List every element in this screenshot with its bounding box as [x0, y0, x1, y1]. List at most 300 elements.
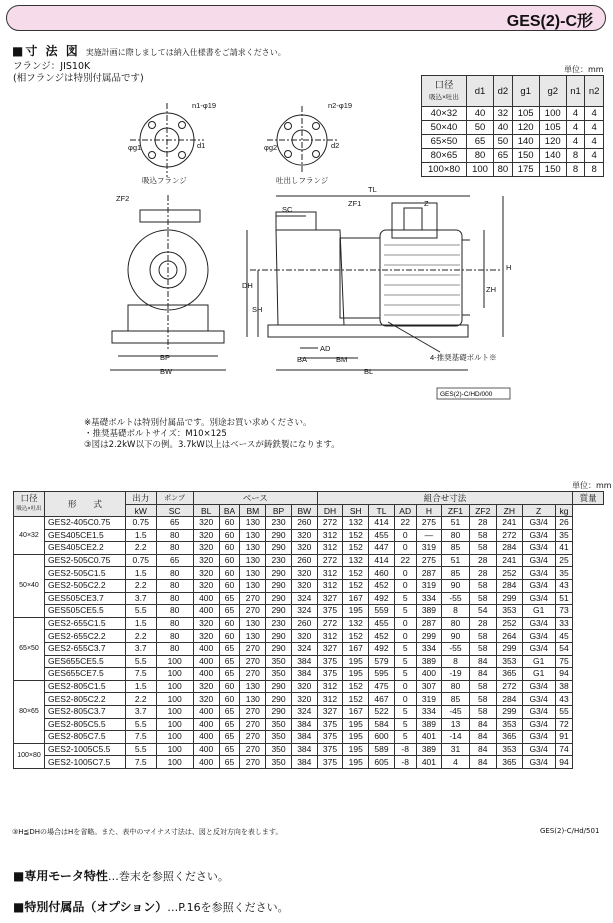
value-cell: 54	[555, 642, 573, 655]
value-cell: 84	[469, 731, 496, 744]
flange-header-size: 口径 吸込×吐出	[422, 76, 467, 107]
header-col: ZF1	[442, 505, 469, 517]
value-cell: 80	[156, 642, 193, 655]
value-cell: 94	[555, 756, 573, 769]
value-cell: 0	[394, 693, 416, 706]
value-cell: 384	[291, 731, 317, 744]
note-line: ③図は2.2kW以下の例。3.7kW以上はベースが鋳鉄製になります。	[84, 440, 340, 450]
header-col: BA	[219, 505, 240, 517]
value-cell: 320	[291, 693, 317, 706]
flange-cell: 105	[539, 121, 566, 135]
header-col: BP	[266, 505, 292, 517]
value-cell: 290	[266, 680, 292, 693]
value-cell: 275	[416, 517, 442, 530]
side-view-casing	[276, 230, 344, 325]
value-cell: 5	[394, 642, 416, 655]
header-col: AD	[394, 505, 416, 517]
table-row	[14, 693, 604, 706]
value-cell: 270	[240, 655, 266, 668]
flange-header: n1	[566, 76, 585, 107]
value-cell: 55	[555, 705, 573, 718]
model-cell: GES655CE5.5	[45, 655, 126, 668]
value-cell: 350	[266, 743, 292, 756]
value-cell: 299	[496, 592, 522, 605]
label-z: Z	[424, 199, 429, 208]
value-cell: 595	[369, 668, 395, 681]
value-cell: G3/4	[522, 592, 555, 605]
value-cell: 132	[343, 517, 369, 530]
table-row	[14, 605, 604, 618]
motor-body	[380, 230, 462, 326]
value-cell: 132	[343, 554, 369, 567]
model-cell: GES2-805C3.7	[45, 705, 126, 718]
value-cell: 320	[193, 529, 219, 542]
value-cell: 0	[394, 529, 416, 542]
value-cell: 320	[291, 579, 317, 592]
value-cell: 43	[555, 579, 573, 592]
value-cell: 401	[416, 756, 442, 769]
model-cell: GES405CE2.2	[45, 542, 126, 555]
value-cell: 65	[219, 668, 240, 681]
value-cell: G3/4	[522, 517, 555, 530]
value-cell: 60	[219, 617, 240, 630]
label-bl: BL	[364, 367, 374, 376]
value-cell: 100	[156, 756, 193, 769]
value-cell: 65	[219, 605, 240, 618]
value-cell: 60	[219, 680, 240, 693]
value-cell: 35	[555, 567, 573, 580]
value-cell: 58	[469, 542, 496, 555]
value-cell: 65	[219, 655, 240, 668]
value-cell: 353	[496, 655, 522, 668]
label-ad: AD	[320, 344, 331, 353]
model-cell: GES2-405C0.75	[45, 517, 126, 530]
value-cell: 272	[496, 529, 522, 542]
value-cell: 230	[266, 554, 292, 567]
value-cell: 195	[343, 605, 369, 618]
value-cell: 270	[240, 605, 266, 618]
motor-characteristics: ■専用モータ特性…巻末を参照ください。	[13, 869, 229, 883]
table-row	[14, 517, 604, 530]
value-cell: 492	[369, 592, 395, 605]
value-cell: 400	[193, 655, 219, 668]
value-cell: 2.2	[126, 542, 157, 555]
value-cell: 91	[555, 731, 573, 744]
table-row	[14, 579, 604, 592]
value-cell: 353	[496, 605, 522, 618]
flange-header: d2	[494, 76, 513, 107]
model-cell: GES655CE7.5	[45, 668, 126, 681]
value-cell: G3/4	[522, 630, 555, 643]
value-cell: 65	[219, 731, 240, 744]
value-cell: 270	[240, 718, 266, 731]
value-cell: 0.75	[126, 517, 157, 530]
group-size-cell: 40×32	[14, 517, 45, 555]
value-cell: 584	[369, 718, 395, 731]
label-bolt: 4-推奨基礎ボルト※	[430, 353, 497, 362]
value-cell: 467	[369, 693, 395, 706]
flange-cell: 40	[494, 121, 513, 135]
value-cell: 334	[416, 705, 442, 718]
header-col: ZF2	[469, 505, 496, 517]
value-cell: 389	[416, 655, 442, 668]
value-cell: 320	[193, 630, 219, 643]
value-cell: 152	[343, 567, 369, 580]
value-cell: 5.5	[126, 605, 157, 618]
value-cell: 384	[291, 668, 317, 681]
value-cell: 58	[469, 579, 496, 592]
header-pump: ポンプ	[156, 492, 193, 505]
value-cell: G3/4	[522, 743, 555, 756]
value-cell: 241	[496, 517, 522, 530]
value-cell: 312	[317, 693, 343, 706]
value-cell: 130	[240, 529, 266, 542]
value-cell: 475	[369, 680, 395, 693]
flange-cell: 4	[566, 121, 585, 135]
title-banner	[6, 5, 606, 31]
value-cell: 284	[496, 579, 522, 592]
label-zf2: ZF2	[116, 194, 130, 203]
value-cell: 75	[555, 655, 573, 668]
value-cell: 5	[394, 718, 416, 731]
flange-cell: 8	[566, 149, 585, 163]
table-footnote: ③H≦DHの場合はHを省略。また、表中のマイナス寸法は、図と反対方向を表します。	[12, 828, 283, 836]
value-cell: G3/4	[522, 617, 555, 630]
flange-cell: 120	[539, 135, 566, 149]
value-cell: 290	[266, 605, 292, 618]
value-cell: 353	[496, 743, 522, 756]
value-cell: -55	[442, 592, 469, 605]
value-cell: 320	[291, 630, 317, 643]
table-row	[14, 617, 604, 630]
header-col: kW	[126, 505, 157, 517]
end-view-discharge	[140, 210, 200, 222]
header-base: ベース	[193, 492, 317, 505]
value-cell: G3/4	[522, 756, 555, 769]
value-cell: 579	[369, 655, 395, 668]
value-cell: 167	[343, 705, 369, 718]
model-cell: GES2-805C5.5	[45, 718, 126, 731]
value-cell: 320	[193, 517, 219, 530]
value-cell: 400	[193, 642, 219, 655]
value-cell: 290	[266, 579, 292, 592]
flange-cell: 50	[467, 121, 494, 135]
value-cell: 400	[193, 705, 219, 718]
label-bm: BM	[336, 355, 348, 364]
value-cell: 389	[416, 718, 442, 731]
value-cell: 35	[555, 529, 573, 542]
flange-header: g1	[512, 76, 539, 107]
value-cell: 54	[469, 605, 496, 618]
value-cell: 350	[266, 718, 292, 731]
flange-size-cell: 100×80	[422, 163, 467, 177]
value-cell: 167	[343, 592, 369, 605]
value-cell: 7.5	[126, 668, 157, 681]
value-cell: 22	[394, 554, 416, 567]
header-mass: 質量	[573, 492, 604, 505]
value-cell: -14	[442, 731, 469, 744]
model-cell: GES2-505C0.75	[45, 554, 126, 567]
value-cell: 270	[240, 668, 266, 681]
value-cell: 284	[496, 542, 522, 555]
value-cell: 319	[416, 579, 442, 592]
value-cell: G1	[522, 605, 555, 618]
value-cell: 195	[343, 743, 369, 756]
label-dh: DH	[242, 281, 253, 290]
value-cell: G3/4	[522, 705, 555, 718]
value-cell: 60	[219, 554, 240, 567]
value-cell: 51	[442, 517, 469, 530]
value-cell: 5	[394, 655, 416, 668]
value-cell: 260	[291, 554, 317, 567]
model-cell: GES2-805C1.5	[45, 680, 126, 693]
value-cell: 320	[193, 579, 219, 592]
value-cell: 130	[240, 554, 266, 567]
header-col: BM	[240, 505, 266, 517]
value-cell: 290	[266, 630, 292, 643]
value-cell: 84	[469, 756, 496, 769]
value-cell: 28	[469, 517, 496, 530]
value-cell: 80	[156, 617, 193, 630]
value-cell: 84	[469, 718, 496, 731]
label-discharge-flange: 吐出しフランジ	[276, 176, 329, 185]
drawing-notes	[84, 418, 340, 451]
drawing-code: GES(2)-C/HD/000	[440, 391, 493, 398]
value-cell: G3/4	[522, 579, 555, 592]
value-cell: 100	[156, 680, 193, 693]
value-cell: 375	[317, 605, 343, 618]
value-cell: 195	[343, 655, 369, 668]
value-cell: 85	[442, 693, 469, 706]
value-cell: 324	[291, 605, 317, 618]
flange-cell: 80	[467, 149, 494, 163]
value-cell: 25	[555, 554, 573, 567]
flange-cell: 4	[585, 135, 604, 149]
value-cell: 60	[219, 579, 240, 592]
value-cell: 270	[240, 756, 266, 769]
value-cell: 0	[394, 680, 416, 693]
value-cell: 51	[442, 554, 469, 567]
table-row	[14, 542, 604, 555]
value-cell: 365	[496, 731, 522, 744]
table-row	[14, 705, 604, 718]
value-cell: 414	[369, 554, 395, 567]
value-cell: 400	[193, 731, 219, 744]
value-cell: G3/4	[522, 731, 555, 744]
value-cell: 8	[442, 655, 469, 668]
value-cell: 5	[394, 605, 416, 618]
model-cell: GES505CE3.7	[45, 592, 126, 605]
value-cell: 264	[496, 630, 522, 643]
value-cell: 460	[369, 567, 395, 580]
value-cell: 287	[416, 617, 442, 630]
value-cell: 272	[317, 517, 343, 530]
table-row	[14, 655, 604, 668]
value-cell: 290	[266, 567, 292, 580]
value-cell: 5.5	[126, 718, 157, 731]
value-cell: 43	[555, 693, 573, 706]
value-cell: 90	[442, 630, 469, 643]
value-cell: 307	[416, 680, 442, 693]
flange-cell: 40	[467, 107, 494, 121]
value-cell: 400	[193, 592, 219, 605]
value-cell: 100	[156, 743, 193, 756]
model-cell: GES2-505C1.5	[45, 567, 126, 580]
flange-cell: 140	[539, 149, 566, 163]
header-col: SC	[156, 505, 193, 517]
value-cell: 65	[156, 554, 193, 567]
value-cell: 260	[291, 617, 317, 630]
value-cell: 28	[469, 554, 496, 567]
model-cell: GES2-1005C7.5	[45, 756, 126, 769]
table-row	[14, 630, 604, 643]
value-cell: 51	[555, 592, 573, 605]
label-h: H	[506, 263, 512, 272]
header-col: TL	[369, 505, 395, 517]
value-cell: 0	[394, 567, 416, 580]
value-cell: 5	[394, 668, 416, 681]
value-cell: 130	[240, 680, 266, 693]
value-cell: 320	[291, 529, 317, 542]
value-cell: 290	[266, 705, 292, 718]
value-cell: 452	[369, 579, 395, 592]
value-cell: 84	[469, 655, 496, 668]
main-header-row-1	[14, 492, 604, 505]
value-cell: 384	[291, 655, 317, 668]
value-cell: 320	[291, 542, 317, 555]
value-cell: 400	[416, 668, 442, 681]
value-cell: 327	[317, 705, 343, 718]
table-row	[14, 668, 604, 681]
value-cell: 13	[442, 718, 469, 731]
value-cell: 389	[416, 743, 442, 756]
value-cell: 312	[317, 630, 343, 643]
value-cell: 455	[369, 529, 395, 542]
value-cell: 28	[469, 617, 496, 630]
table-row	[14, 731, 604, 744]
flange-unit: 単位：mm	[564, 65, 604, 74]
header-combined: 組合せ寸法	[317, 492, 573, 505]
value-cell: 414	[369, 517, 395, 530]
value-cell: 130	[240, 617, 266, 630]
value-cell: 80	[442, 529, 469, 542]
flange-size-cell: 65×50	[422, 135, 467, 149]
value-cell: G3/4	[522, 567, 555, 580]
value-cell: 26	[555, 517, 573, 530]
flange-size-cell: 50×40	[422, 121, 467, 135]
table-row	[14, 756, 604, 769]
label-sc: SC	[282, 205, 293, 214]
flange-size-cell: 40×32	[422, 107, 467, 121]
label-d1: d1	[197, 141, 206, 150]
value-cell: 290	[266, 693, 292, 706]
label-ba: BA	[297, 355, 308, 364]
value-cell: 58	[469, 592, 496, 605]
value-cell: 270	[240, 592, 266, 605]
table-row	[14, 743, 604, 756]
value-cell: 73	[555, 605, 573, 618]
value-cell: 312	[317, 529, 343, 542]
value-cell: 260	[291, 517, 317, 530]
value-cell: 1.5	[126, 529, 157, 542]
value-cell: 58	[469, 705, 496, 718]
value-cell: 605	[369, 756, 395, 769]
value-cell: 38	[555, 680, 573, 693]
value-cell: 350	[266, 668, 292, 681]
value-cell: 3.7	[126, 705, 157, 718]
value-cell: 60	[219, 567, 240, 580]
value-cell: 58	[469, 693, 496, 706]
value-cell: 375	[317, 756, 343, 769]
value-cell: 65	[219, 743, 240, 756]
value-cell: 58	[469, 642, 496, 655]
label-zf1: ZF1	[348, 199, 362, 208]
value-cell: 85	[442, 567, 469, 580]
flange-cell: 4	[585, 149, 604, 163]
value-cell: 327	[317, 592, 343, 605]
value-cell: 90	[442, 579, 469, 592]
value-cell: 85	[442, 542, 469, 555]
value-cell: 195	[343, 731, 369, 744]
value-cell: 58	[469, 529, 496, 542]
value-cell: 375	[317, 655, 343, 668]
value-cell: 290	[266, 592, 292, 605]
value-cell: -55	[442, 642, 469, 655]
flange-cell: 32	[494, 107, 513, 121]
value-cell: 60	[219, 693, 240, 706]
value-cell: -8	[394, 743, 416, 756]
value-cell: 400	[193, 756, 219, 769]
value-cell: 0	[394, 579, 416, 592]
flange-cell: 150	[512, 149, 539, 163]
value-cell: 455	[369, 617, 395, 630]
value-cell: 230	[266, 617, 292, 630]
note-line: ※基礎ボルトは特別付属品です。別途お買い求めください。	[84, 418, 312, 428]
value-cell: 4	[442, 756, 469, 769]
value-cell: G3/4	[522, 554, 555, 567]
value-cell: 195	[343, 756, 369, 769]
value-cell: 492	[369, 642, 395, 655]
value-cell: 84	[469, 743, 496, 756]
value-cell: G3/4	[522, 542, 555, 555]
value-cell: 350	[266, 655, 292, 668]
value-cell: 290	[266, 529, 292, 542]
value-cell: 58	[469, 680, 496, 693]
dimension-table-body	[14, 517, 604, 769]
label-n2: n2-φ19	[328, 101, 353, 110]
flange-cell: 4	[566, 107, 585, 121]
flange-cell: 80	[494, 163, 513, 177]
value-cell: G3/4	[522, 718, 555, 731]
value-cell: 270	[240, 642, 266, 655]
value-cell: 1.5	[126, 680, 157, 693]
value-cell: 384	[291, 743, 317, 756]
value-cell: 0	[394, 630, 416, 643]
flange-note: (相フランジは特別付属品です)	[13, 73, 144, 84]
value-cell: -19	[442, 668, 469, 681]
value-cell: 80	[156, 567, 193, 580]
flange-cell: 4	[585, 121, 604, 135]
value-cell: 312	[317, 579, 343, 592]
flange-cell: 8	[566, 163, 585, 177]
value-cell: 324	[291, 592, 317, 605]
value-cell: 400	[193, 743, 219, 756]
value-cell: 375	[317, 668, 343, 681]
header-col: Z	[522, 505, 555, 517]
value-cell: G3/4	[522, 642, 555, 655]
value-cell: 152	[343, 529, 369, 542]
value-cell: 80	[156, 579, 193, 592]
